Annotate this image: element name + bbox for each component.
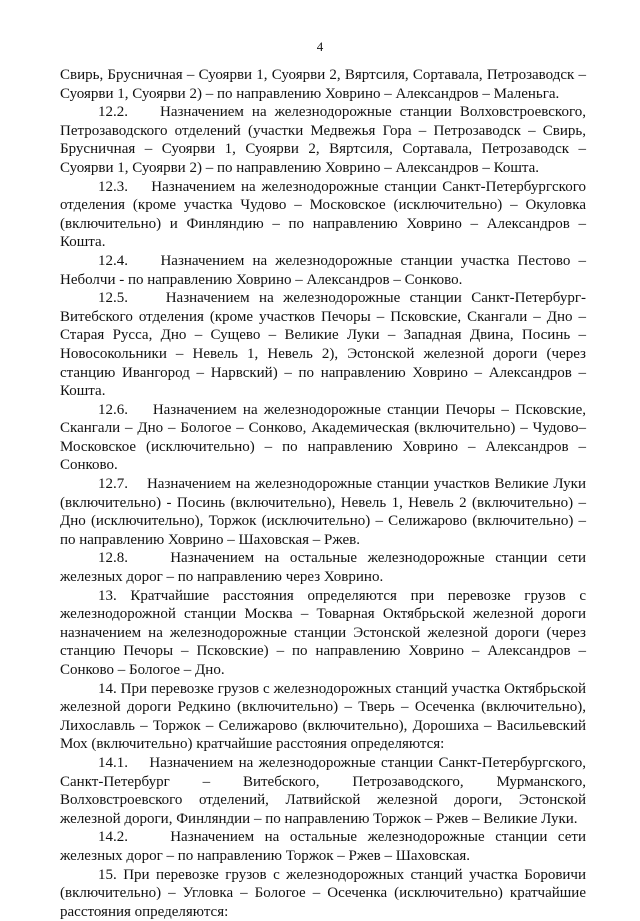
paragraph-14-1: 14.1. Назначением на железнодорожные станции Санкт-Петербургского, Санкт-Петербург – Витебского, Петрозаводского, Мурманского, Волховстроевского отделений, Латвийской железной дороги, Эстонской железной дороги, Финляндии – по направлению Торжок – Ржев – Великие Луки. xyxy=(60,754,586,827)
paragraph-12-7: 12.7. Назначением на железнодорожные станции участков Великие Луки (включительно) - Посинь (включительно), Невель 1, Невель 2 (включительно) – Дно (исключительно), Торжок (исключительно) – Селижарово (включительно) – по направлению Ховрино – Шаховская – Ржев. xyxy=(60,476,586,548)
paragraph-continuation: Свирь, Брусничная – Суоярви 1, Суоярви 2, Вяртсиля, Сортавала, Петрозаводск – Суоярви 1, Суоярви 2) – по направлению Ховрино – Александров – Маленьга. xyxy=(60,67,586,102)
page-number: 4 xyxy=(316,39,324,54)
paragraph-13: 13. Кратчайшие расстояния определяются при перевозке грузов с железнодорожной станции Москва – Товарная Октябрьской железной дороги назначением на железнодорожные станции Эстонской железной дороги (через станцию Печоры – Псковские) – по направлению Ховрино – Александров – Сонково – Бологое – Дно. xyxy=(60,587,586,678)
paragraph-12-8: 12.8. Назначением на остальные железнодорожные станции сети железных дорог – по направлению через Ховрино. xyxy=(60,550,586,586)
paragraph-12-3: 12.3. Назначением на железнодорожные станции Санкт-Петербургского отделения (кроме участка Чудово – Московское (исключительно) – Окуловка (включительно) и Финляндию – по направлению Ховрино – Александров – Кошта. xyxy=(60,178,586,251)
paragraph-12-4: 12.4. Назначением на железнодорожные станции участка Пестово – Неболчи - по направлению Ховрино – Александров – Сонково. xyxy=(60,252,586,288)
paragraph-14-2: 14.2. Назначением на остальные железнодорожные станции сети железных дорог – по направлению Торжок – Ржев – Шаховская. xyxy=(60,829,586,864)
paragraph-14: 14. При перевозке грузов с железнодорожных станций участка Октябрьской железной дороги Редкино (включительно) – Тверь – Осеченка (включительно), Лихославль – Торжок – Селижарово (включительно), Дорошиха – Васильевский Мох (включительно) кратчайшие расстояния определяются: xyxy=(60,680,586,753)
paragraph-12-6: 12.6. Назначением на железнодорожные станции Печоры – Псковские, Скангали – Дно – Бологое – Сонково, Академическая (включительно) – Чудово–Московское (исключительно) – по направлению Ховрино – Александров – Сонково. xyxy=(60,401,586,474)
paragraph-12-2: 12.2. Назначением на железнодорожные станции Волховстроевского, Петрозаводского отделений (участки Медвежья Гора – Петрозаводск – Свирь, Брусничная – Суоярви 1, Суоярви 2, Вяртсиля, Сортавала, Петрозаводск –Суоярви 1, Суоярви 2) – по направлению Ховрино – Александров – Кошта. xyxy=(60,104,586,176)
paragraph-15: 15. При перевозке грузов с железнодорожных станций участка Боровичи (включительно) – Угловка – Бологое – Осеченка (исключительно) кратчайшие расстояния определяются: xyxy=(60,866,586,920)
document-body xyxy=(60,66,586,921)
paragraph-12-5: 12.5. Назначением на железнодорожные станции Санкт-Петербург-Витебского отделения (кроме участков Печоры – Псковские, Скангали – Дно – Старая Русса, Дно – Сущево – Великие Луки – Западная Двина, Посинь – Новосокольники – Невель 1, Невель 2), Эстонской железной дороги (через станцию Ивангород – Нарвский) – по направлению Ховрино – Александров – Кошта. xyxy=(60,290,586,400)
